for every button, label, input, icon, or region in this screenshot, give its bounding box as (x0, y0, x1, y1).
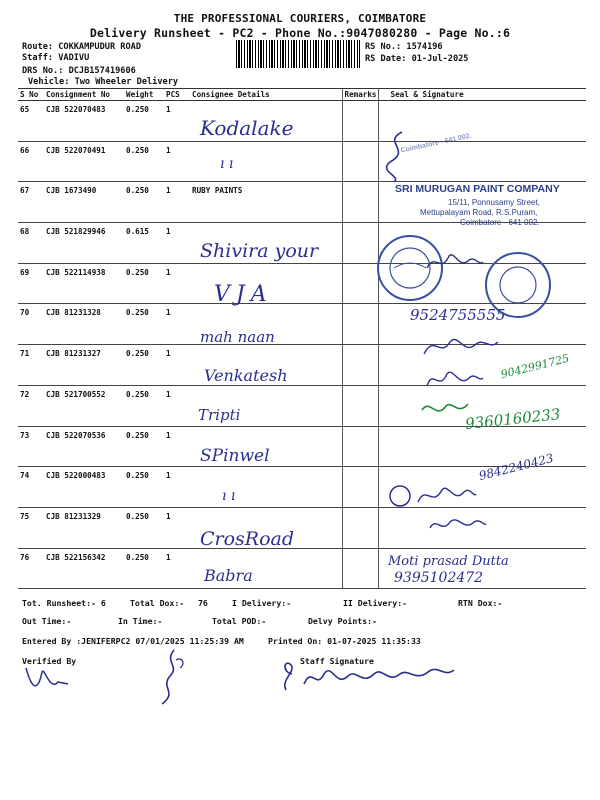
row-pcs: 1 (164, 467, 190, 508)
signature-mark-icon (388, 480, 478, 514)
ii-delivery: II Delivery:- (343, 598, 408, 608)
drs-number: DRS No.: DCJB157419606 (22, 66, 136, 76)
ruby-stamp-line3: Mettupalayam Road, R.S.Puram, (420, 208, 538, 217)
table-row (18, 141, 586, 182)
route-label: Route: COKKAMPUDUR ROAD (22, 42, 141, 52)
handwritten-consignee: Venkatesh (204, 366, 288, 385)
row-weight: 0.250 (124, 507, 164, 548)
row-sno: 74 (18, 467, 44, 508)
row-consignment-no: CJB 81231328 (44, 304, 124, 345)
row-remarks (342, 304, 378, 345)
handwritten-consignee: Kodalake (200, 116, 294, 140)
row-consignee (190, 467, 342, 508)
column-header: S No (18, 89, 44, 101)
row-sno: 73 (18, 426, 44, 467)
vehicle-label: Vehicle: Two Wheeler Delivery (28, 77, 179, 87)
handwritten-consignee: VJA (214, 282, 273, 307)
row-sno: 75 (18, 507, 44, 548)
row-weight: 0.250 (124, 385, 164, 426)
row-remarks (342, 426, 378, 467)
verifier-signature-icon (22, 662, 72, 696)
row-pcs: 1 (164, 304, 190, 345)
row-sno: 70 (18, 304, 44, 345)
handwritten-phone: 9395102472 (394, 570, 484, 586)
row-pcs: 1 (164, 426, 190, 467)
handwritten-phone: 9842240423 (477, 450, 555, 484)
company-title: THE PROFESSIONAL COURIERS, COIMBATORE (173, 12, 427, 25)
row-sno: 69 (18, 263, 44, 304)
row-weight: 0.250 (124, 548, 164, 589)
row-remarks (342, 345, 378, 386)
row-pcs: 1 (164, 223, 190, 264)
row-consignment-no: CJB 521700552 (44, 385, 124, 426)
row-consignee: RUBY PAINTS (190, 182, 342, 223)
rs-number: RS No.: 1574196 (365, 42, 443, 52)
row-weight: 0.250 (124, 304, 164, 345)
row-weight: 0.250 (124, 345, 164, 386)
signature-mark-icon (372, 128, 442, 184)
handwritten-name: Moti prasad Dutta (388, 554, 509, 569)
handwritten-consignee: SPinwel (200, 446, 270, 466)
barcode (236, 40, 360, 68)
handwritten-phone: 9524755555 (410, 306, 506, 324)
delvy-points: Delvy Points:- (308, 616, 378, 626)
row-consignment-no: CJB 1673490 (44, 182, 124, 223)
row-consignee (190, 141, 342, 182)
row-pcs: 1 (164, 385, 190, 426)
entered-by: Entered By :JENIFERPC2 07/01/2025 11:25:39 AM (22, 636, 244, 646)
row-consignment-no: CJB 521829946 (44, 223, 124, 264)
signature-mark-icon (420, 332, 500, 362)
staff-signature-label: Staff Signature (300, 656, 374, 666)
signature-mark-icon (425, 248, 485, 278)
row-remarks (342, 385, 378, 426)
row-pcs: 1 (164, 263, 190, 304)
row-consignment-no: CJB 522156342 (44, 548, 124, 589)
out-time: Out Time:- (22, 616, 72, 626)
column-header: Seal & Signature (378, 89, 586, 101)
column-header: Remarks (342, 89, 378, 101)
row-pcs: 1 (164, 345, 190, 386)
in-time: In Time:- (118, 616, 163, 626)
handwritten-consignee: Tripti (198, 406, 241, 424)
row-consignment-no: CJB 522000483 (44, 467, 124, 508)
row-remarks (342, 182, 378, 223)
staff-signature-icon (278, 660, 458, 700)
i-delivery: I Delivery:- (232, 598, 292, 608)
total-runsheet: Tot. Runsheet:- 6 (22, 598, 106, 608)
signature-mark-icon (428, 512, 488, 538)
ditto-mark: ı ı (220, 156, 234, 172)
signature-mark-icon (420, 396, 470, 422)
column-header: Consignee Details (190, 89, 342, 101)
rs-date: RS Date: 01-Jul-2025 (365, 54, 469, 64)
row-remarks (342, 467, 378, 508)
row-pcs: 1 (164, 548, 190, 589)
table-row (18, 426, 586, 467)
row-sno: 65 (18, 101, 44, 142)
runsheet-table (18, 88, 586, 589)
table-row (18, 507, 586, 548)
total-dox-value: 76 (198, 598, 208, 608)
row-pcs: 1 (164, 101, 190, 142)
row-pcs: 1 (164, 182, 190, 223)
printed-on: Printed On: 01-07-2025 11:35:33 (268, 636, 421, 646)
verifier-signature-icon (150, 648, 190, 708)
runsheet-subtitle: Delivery Runsheet - PC2 - Phone No.:9047080280 - Page No.:6 (89, 26, 511, 40)
row-weight: 0.250 (124, 141, 164, 182)
rtn-dox: RTN Dox:- (458, 598, 503, 608)
ruby-stamp-line1: SRI MURUGAN PAINT COMPANY (395, 183, 560, 195)
row-consignment-no: CJB 522114938 (44, 263, 124, 304)
row-remarks (342, 548, 378, 589)
total-dox-label: Total Dox:- (130, 598, 185, 608)
row-weight: 0.615 (124, 223, 164, 264)
handwritten-consignee: Shivira your (200, 240, 319, 262)
column-header: Consignment No (44, 89, 124, 101)
staff-label: Staff: VADIVU (22, 53, 90, 63)
handwritten-consignee: Babra (204, 566, 253, 585)
row-pcs: 1 (164, 507, 190, 548)
row-pcs: 1 (164, 141, 190, 182)
table-header-row (18, 89, 586, 101)
handwritten-consignee: CrosRoad (200, 528, 295, 550)
signature-mark-icon (425, 362, 485, 396)
row-consignment-no: CJB 522070536 (44, 426, 124, 467)
ruby-stamp-line2: 15/11, Ponnusamy Street, (448, 198, 540, 207)
ditto-mark: ı ı (222, 488, 236, 504)
row-weight: 0.250 (124, 182, 164, 223)
row-consignment-no: CJB 522070483 (44, 101, 124, 142)
total-pod: Total POD:- (212, 616, 267, 626)
row-remarks (342, 507, 378, 548)
verified-by-label: Verified By (22, 656, 77, 666)
ruby-stamp-line4: Coimbatore - 641 002. (460, 218, 540, 227)
table-row (18, 345, 586, 386)
row-weight: 0.250 (124, 426, 164, 467)
row-sno: 76 (18, 548, 44, 589)
row-sno: 72 (18, 385, 44, 426)
column-header: Weight (124, 89, 164, 101)
row-weight: 0.250 (124, 101, 164, 142)
row-sno: 71 (18, 345, 44, 386)
row-consignment-no: CJB 522070491 (44, 141, 124, 182)
row-weight: 0.250 (124, 467, 164, 508)
row-consignment-no: CJB 81231327 (44, 345, 124, 386)
row-consignment-no: CJB 81231329 (44, 507, 124, 548)
handwritten-phone: 9360160233 (464, 405, 562, 433)
row-sno: 66 (18, 141, 44, 182)
row-sno: 67 (18, 182, 44, 223)
row-seal-signature (378, 426, 586, 467)
row-sno: 68 (18, 223, 44, 264)
table-row (18, 101, 586, 142)
column-header: PCS (164, 89, 190, 101)
handwritten-consignee: mah naan (200, 328, 275, 346)
seal-stamp-top: Coimbatore - 641 002. (400, 132, 473, 155)
row-weight: 0.250 (124, 263, 164, 304)
handwritten-phone: 9042991725 (499, 351, 571, 382)
